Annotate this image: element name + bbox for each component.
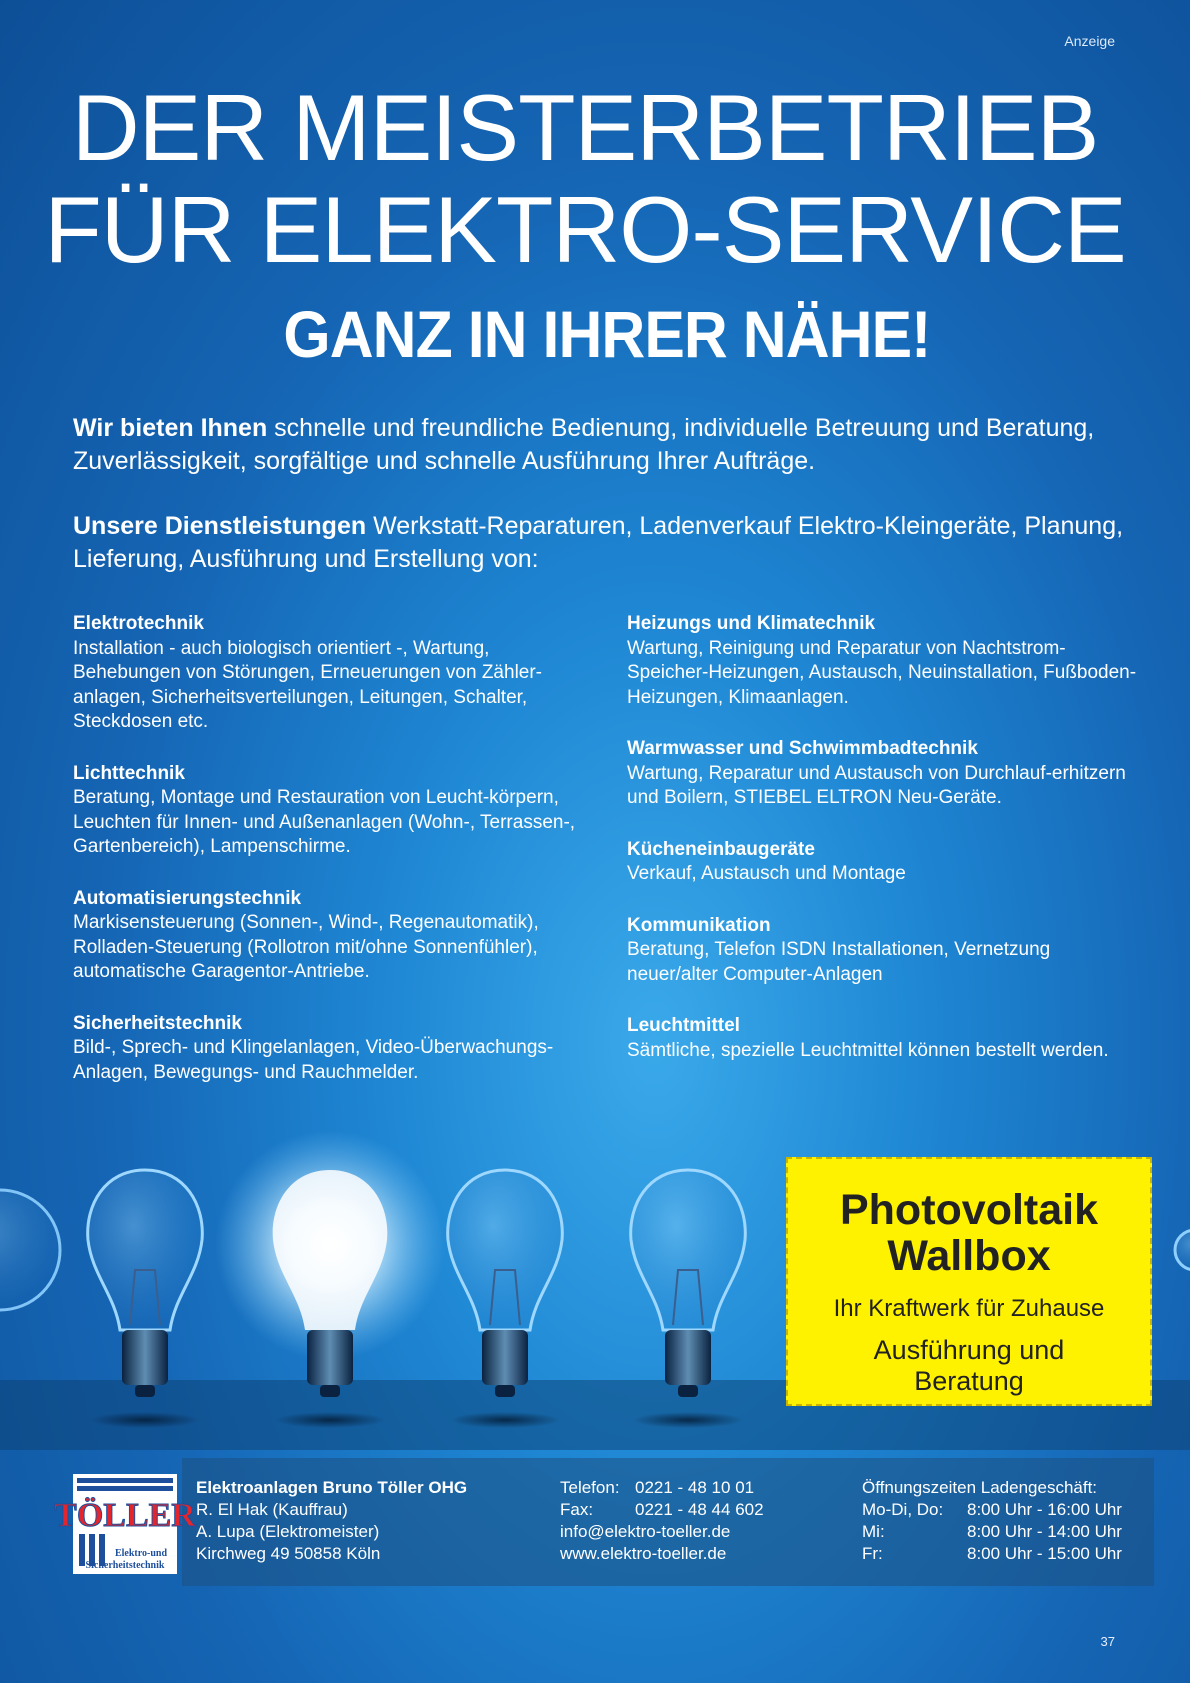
intro-paragraph-services <box>73 510 1133 576</box>
service-title: Lichttechnik <box>73 762 185 784</box>
service-title: Kücheneinbaugeräte <box>627 838 815 860</box>
contact-info <box>560 1477 764 1565</box>
hours-time: 8:00 Uhr - 15:00 Uhr <box>967 1544 1122 1563</box>
hours-day: Fr: <box>862 1544 883 1563</box>
hours-day: Mi: <box>862 1522 885 1541</box>
intro-text: schnelle und freundliche Bedienung, individuelle Betreuung und Beratung, Zuverlässigkeit, sorgfältige und schnelle Ausführung Ihrer Aufträge. <box>73 414 1095 475</box>
hours-row <box>862 1543 1122 1565</box>
service-text: Sämtliche, spezielle Leuchtmittel können bestellt werden. <box>627 1039 1109 1061</box>
intro-lead: Wir bieten Ihnen <box>73 414 268 442</box>
logo-tagline-2: Sicherheitstechnik <box>85 1560 165 1571</box>
service-text: Markisensteuerung (Sonnen-, Wind-, Regenautomatik), Rolladen-Steuerung (Rollotron mit/ohne Sonnenfühler), automatische Garagentor-Antriebe. <box>73 912 539 982</box>
service-leuchtmittel <box>627 1014 1137 1063</box>
services-left-column <box>73 612 593 1112</box>
service-warmwasser <box>627 737 1137 811</box>
subheadline: GANZ IN IHRER NÄHE! <box>283 297 931 371</box>
fax-number: 0221 - 48 44 602 <box>635 1500 764 1519</box>
intro-paragraph-offer <box>73 412 1133 478</box>
services-right-column <box>627 612 1137 1090</box>
service-kuecheneinbaugeraete <box>627 838 1137 887</box>
company-address: Kirchweg 49 50858 Köln <box>196 1544 381 1563</box>
service-text: Beratung, Montage und Restauration von Leucht-körpern, Leuchten für Innen- und Außenanlagen (Wohn-, Terrassen-, Gartenbereich), Lampenschirme. <box>73 787 576 857</box>
promo-subtitle: Ihr Kraftwerk für Zuhause <box>833 1295 1105 1322</box>
email-link[interactable]: info@elektro-toeller.de <box>560 1522 731 1541</box>
service-heizung-klima <box>627 612 1137 710</box>
promo-title-line-1: Photovoltaik <box>839 1186 1099 1234</box>
service-title: Automatisierungstechnik <box>73 887 302 909</box>
service-text: Bild-, Sprech- und Klingelanlagen, Video-Überwachungs-Anlagen, Bewegungs- und Rauchmelder. <box>73 1037 554 1083</box>
promo-title <box>788 1187 1150 1279</box>
service-sicherheitstechnik <box>73 1012 593 1086</box>
bulb <box>0 1190 60 1310</box>
promo-service-line-1: Ausführung und <box>873 1335 1065 1365</box>
fax-label: Fax: <box>560 1500 594 1519</box>
ad-label: Anzeige <box>1064 33 1115 49</box>
hours-row <box>862 1521 1122 1543</box>
promo-title-line-2: Wallbox <box>887 1232 1051 1280</box>
company-person-2: A. Lupa (Elektromeister) <box>196 1522 380 1541</box>
service-title: Sicherheitstechnik <box>73 1012 242 1034</box>
company-name: Elektroanlagen Bruno Töller OHG <box>196 1478 468 1497</box>
hours-day: Mo-Di, Do: <box>862 1500 944 1519</box>
service-text: Installation - auch biologisch orientiert -, Wartung, Behebungen von Störungen, Erneuerungen von Zähler-anlagen, Sicherheitsverteilungen, Leitungen, Schalter, Steckdosen etc. <box>73 637 543 732</box>
opening-hours <box>862 1477 1122 1565</box>
company-info <box>196 1477 467 1565</box>
service-title: Heizungs und Klimatechnik <box>627 613 876 634</box>
service-title: Kommunikation <box>627 914 771 936</box>
promo-service-line-2: Beratung <box>914 1366 1024 1396</box>
promo-service <box>788 1335 1150 1397</box>
service-text: Wartung, Reinigung und Reparatur von Nachtstrom-Speicher-Heizungen, Austausch, Neuinstallation, Fußboden-Heizungen, Klimaanlagen. <box>627 637 1137 708</box>
service-automatisierungstechnik <box>73 887 593 985</box>
intro-text: Werkstatt-Reparaturen, Ladenverkauf Elektro-Kleingeräte, Planung, Lieferung, Ausführung und Erstellung von: <box>73 512 1124 573</box>
service-text: Verkauf, Austausch und Montage <box>627 863 906 884</box>
service-kommunikation <box>627 914 1137 988</box>
hours-time: 8:00 Uhr - 14:00 Uhr <box>967 1522 1122 1541</box>
promo-box-photovoltaik <box>786 1157 1152 1406</box>
toeller-logo <box>54 1474 196 1574</box>
service-elektrotechnik <box>73 612 593 735</box>
page-number: 37 <box>1100 1634 1115 1649</box>
service-title: Elektrotechnik <box>73 613 204 634</box>
service-text: Wartung, Reparatur und Austausch von Durchlauf-erhitzern und Boilern, STIEBEL ELTRON Neu-Geräte. <box>627 762 1126 808</box>
service-title: Warmwasser und Schwimmbadtechnik <box>627 738 978 759</box>
hours-row <box>862 1499 1122 1521</box>
headline-line-1: DER MEISTERBETRIEB <box>71 75 1099 180</box>
intro-lead: Unsere Dienstleistungen <box>73 512 367 540</box>
service-lichttechnik <box>73 762 593 860</box>
service-title: Leuchtmittel <box>627 1015 740 1036</box>
phone-number[interactable]: 0221 - 48 10 01 <box>635 1478 755 1497</box>
company-person-1: R. El Hak (Kauffrau) <box>196 1500 348 1519</box>
headline-line-2: FÜR ELEKTRO-SERVICE <box>44 177 1126 282</box>
website-link[interactable]: www.elektro-toeller.de <box>560 1544 727 1563</box>
hours-time: 8:00 Uhr - 16:00 Uhr <box>967 1500 1122 1519</box>
logo-wordmark: TÖLLER <box>54 1497 196 1534</box>
logo-tagline-1: Elektro-und <box>114 1548 168 1559</box>
phone-label: Telefon: <box>560 1478 620 1497</box>
service-text: Beratung, Telefon ISDN Installationen, Vernetzung neuer/alter Computer-Anlagen <box>627 939 1051 985</box>
opening-hours-title: Öffnungszeiten Ladengeschäft: <box>862 1478 1098 1497</box>
bulb <box>1175 1230 1190 1270</box>
